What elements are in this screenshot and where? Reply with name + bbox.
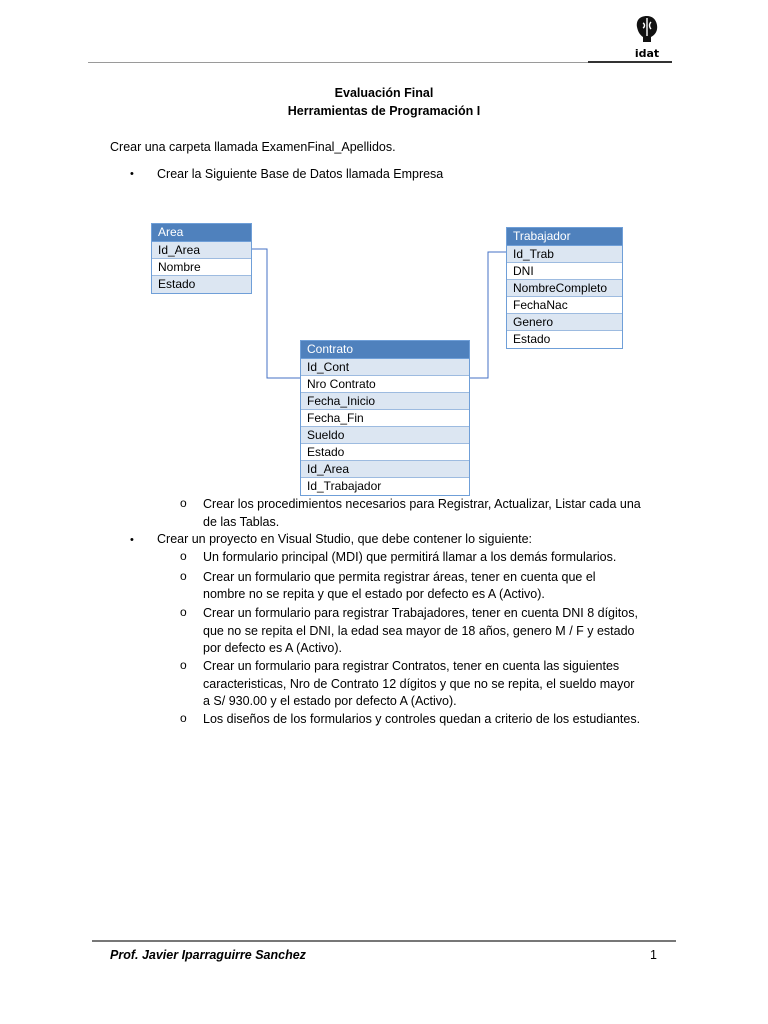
- procedures-line-1: Crear los procedimientos necesarios para Registrar, Actualizar, Listar cada una: [203, 497, 641, 511]
- table-contrato-field: Nro Contrato: [301, 376, 469, 393]
- bullet-project-text: Crear un proyecto en Visual Studio, que debe contener lo siguiente:: [157, 532, 533, 546]
- subitem-text: nombre no se repita y que el estado por defecto es A (Activo).: [203, 587, 545, 601]
- header-accent: [588, 61, 672, 63]
- subitem-text: que no se repita el DNI, la edad sea mayor de 18 años, genero M / F y estado: [203, 624, 635, 638]
- sub-bullet-marker: o: [180, 496, 187, 510]
- sub-bullet-marker: o: [180, 711, 187, 725]
- table-trabajador-field: Estado: [507, 331, 622, 348]
- table-contrato-field: Estado: [301, 444, 469, 461]
- subitem-text: caracteristicas, Nro de Contrato 12 dígitos y que no se repita, el sueldo mayor: [203, 677, 635, 691]
- table-area: [151, 223, 252, 294]
- table-trabajador-field: Id_Trab: [507, 246, 622, 263]
- subitem-text: Crear un formulario para registrar Contratos, tener en cuenta las siguientes: [203, 659, 620, 673]
- table-contrato-field: Sueldo: [301, 427, 469, 444]
- sub-bullet-marker: o: [180, 605, 187, 619]
- title-line-1: Evaluación Final: [334, 86, 434, 100]
- procedures-line-2: de las Tablas.: [203, 515, 280, 529]
- bullet-db-text: Crear la Siguiente Base de Datos llamada Empresa: [157, 167, 444, 181]
- table-contrato-field: Fecha_Inicio: [301, 393, 469, 410]
- table-trabajador-field: FechaNac: [507, 297, 622, 314]
- table-trabajador-field: NombreCompleto: [507, 280, 622, 297]
- bullet-marker: •: [130, 534, 134, 546]
- sub-bullet-marker: o: [180, 549, 187, 563]
- subitem-text: Crear un formulario para registrar Trabajadores, tener en cuenta DNI 8 dígitos,: [203, 606, 638, 620]
- subitem-text: Los diseños de los formularios y controles quedan a criterio de los estudiantes.: [203, 712, 641, 726]
- header-divider: [88, 62, 672, 63]
- table-contrato-field: Id_Cont: [301, 359, 469, 376]
- footer-divider: [92, 940, 676, 942]
- table-area-field: Estado: [152, 276, 251, 293]
- footer-author: Prof. Javier Iparraguirre Sanchez: [110, 948, 306, 962]
- table-contrato-title: Contrato: [301, 341, 469, 359]
- idat-logo: [630, 14, 664, 60]
- table-contrato-field: Fecha_Fin: [301, 410, 469, 427]
- trabajador-contrato-connector: [469, 252, 510, 378]
- table-contrato-field: Id_Trabajador: [301, 478, 469, 495]
- table-contrato: [300, 340, 470, 496]
- subitem-text: por defecto es A (Activo).: [203, 641, 342, 655]
- subitem-text: Crear un formulario que permita registrar áreas, tener en cuenta que el: [203, 570, 596, 584]
- bullet-marker: •: [130, 168, 134, 180]
- table-trabajador-title: Trabajador: [507, 228, 622, 246]
- table-trabajador: [506, 227, 623, 349]
- brain-icon: [634, 14, 660, 44]
- table-area-field: Id_Area: [152, 242, 251, 259]
- intro-text: Crear una carpeta llamada ExamenFinal_Apellidos.: [110, 140, 396, 154]
- sub-bullet-marker: o: [180, 658, 187, 672]
- area-contrato-connector: [252, 249, 300, 378]
- logo-text: idat: [634, 47, 660, 60]
- subitem-text: Un formulario principal (MDI) que permitirá llamar a los demás formularios.: [203, 550, 617, 564]
- table-area-field: Nombre: [152, 259, 251, 276]
- page-number: 1: [650, 948, 657, 962]
- table-contrato-field: Id_Area: [301, 461, 469, 478]
- sub-bullet-marker: o: [180, 569, 187, 583]
- title-line-2: Herramientas de Programación I: [287, 104, 481, 118]
- table-area-title: Area: [152, 224, 251, 242]
- table-trabajador-field: Genero: [507, 314, 622, 331]
- table-trabajador-field: DNI: [507, 263, 622, 280]
- subitem-text: a S/ 930.00 y el estado por defecto A (Activo).: [203, 694, 457, 708]
